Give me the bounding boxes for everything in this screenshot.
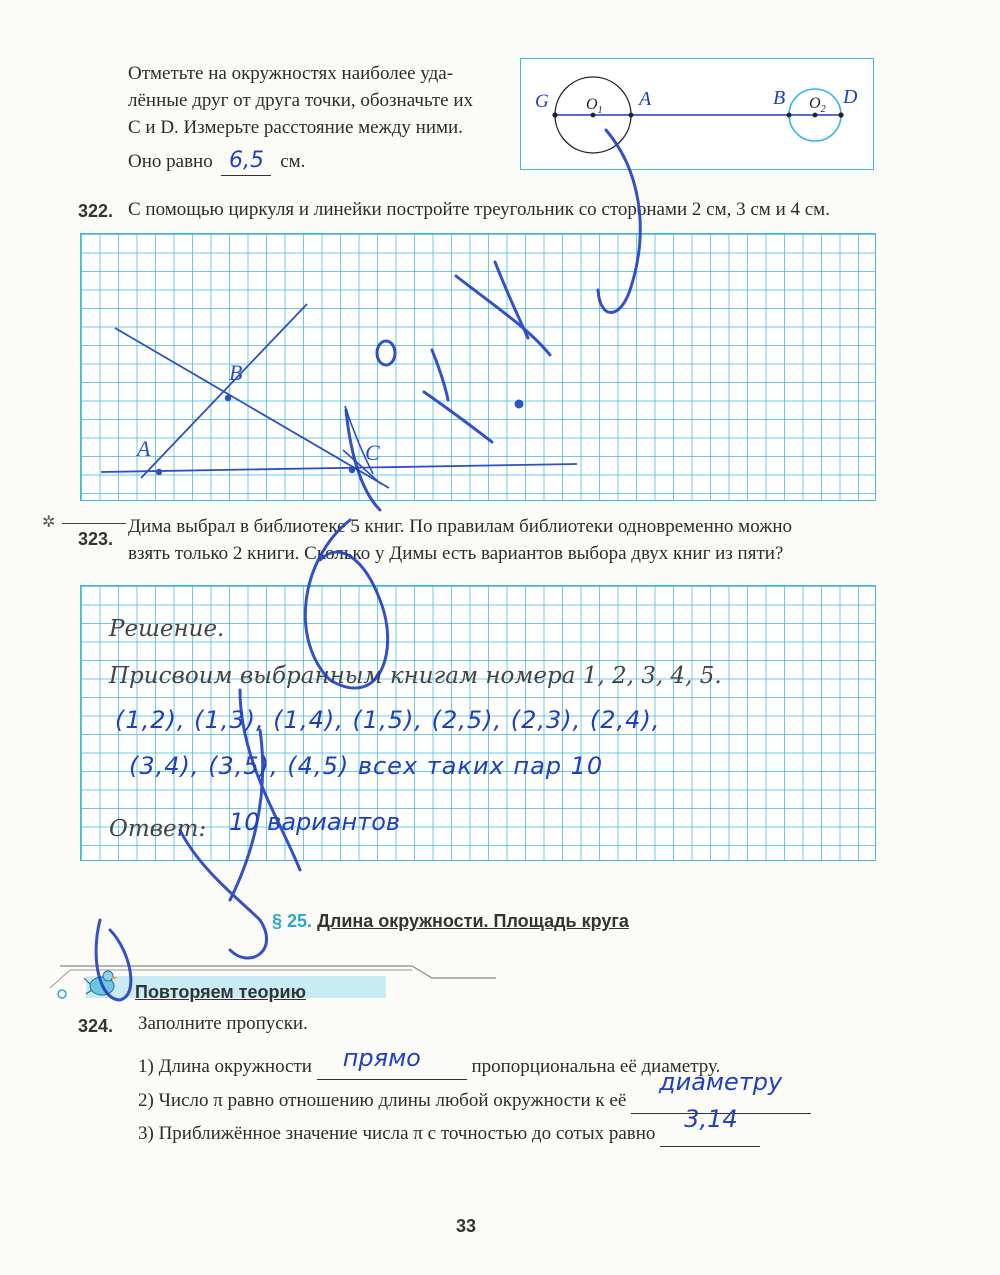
pairs-line1: (1,2), (1,3), (1,4), (1,5), (2,5), (2,3), (2,4), [115,706,661,734]
point-d [838,112,843,117]
grid-323[interactable] [80,585,876,861]
label-vertex-b: B [229,360,243,385]
item2-answer: диаметру [659,1068,783,1096]
item1-blank[interactable] [317,1044,467,1080]
task-324-intro: Заполните пропуски. [138,1013,308,1034]
task-323-text [128,513,888,567]
top-task-line2: лённые друг от друга точки, обозначьте их [128,90,474,111]
item3-before: 3) Приближённое значение числа π с точностью до сотых равно [138,1123,656,1144]
label-g: G [535,91,549,112]
top-task-line1: Отметьте на окружностях наиболее уда- [128,63,454,84]
task-324-item3 [138,1105,760,1147]
point-a [629,113,634,118]
label-vertex-a: A [137,436,151,461]
line-bc [115,328,389,488]
item3-blank[interactable] [660,1105,760,1147]
theory-heading: Повторяем теорию [135,982,306,1002]
top-task-answer-row [128,147,500,176]
point-g [552,112,557,117]
answer-value: 6,5 [228,148,264,173]
solution-line: Присвоим выбранным книгам номера 1, 2, 3, 4, 5. [109,663,722,689]
bird-mascot-icon [84,966,120,1000]
star-icon: ✲ [42,512,56,531]
answer-prefix: Оно равно [128,151,213,172]
answer-value-323: 10 вариантов [229,808,401,836]
vertex-a [156,469,162,475]
task-323-number: 323. [78,529,114,549]
label-a: A [639,88,652,110]
item3-answer: 3,14 [684,1105,738,1133]
task-323-line1: Дима выбрал в библиотеке 5 книг. По правилам библиотеки одновременно можно [128,516,793,537]
label-o2: $O_2$ [809,95,826,115]
task-324-number: 324. [78,1016,114,1036]
vertex-c [349,467,355,473]
item1-answer: прямо [342,1044,421,1072]
task-324-item1 [138,1044,721,1080]
item2-before: 2) Число π равно отношению длины любой окружности к её [138,1090,627,1111]
point-b [787,113,792,118]
solution-label: Решение. [109,616,225,642]
answer-label: Ответ: [109,816,207,842]
section-title: Длина окружности. Площадь круга [317,911,629,931]
item1-before: 1) Длина окружности [138,1056,312,1077]
top-task-line3: C и D. Измерьте расстояние между ними. [128,117,463,138]
section-number: § 25. [272,911,313,931]
task-323-line2: взять только 2 книги. Сколько у Димы есть вариантов выбора двух книг из пяти? [128,543,784,564]
answer-unit: см. [280,151,306,172]
section-heading [272,911,629,932]
answer-blank[interactable] [221,147,271,176]
circles-diagram [521,59,873,169]
triangle-construction [81,234,875,500]
label-b: B [773,87,786,109]
grid-322[interactable] [80,233,876,501]
point-o1 [591,113,596,118]
label-d: D [843,86,858,108]
label-o1: $O_1$ [586,96,603,116]
point-o2 [813,113,818,118]
item1-after: пропорциональна её диаметру. [471,1056,721,1077]
top-task-text [128,60,500,176]
task-322-number: 322. [78,201,114,221]
circles-diagram-frame [520,58,874,170]
base-line [101,464,577,472]
vertex-b [225,395,231,401]
label-vertex-c: C [365,440,380,465]
pairs-line2: (3,4), (3,5), (4,5) всех таких пар 10 [129,752,604,780]
page-number: 33 [455,1216,477,1236]
task-322-text: С помощью циркуля и линейки постройте треугольник со сторонами 2 см, 3 см и 4 см. [128,199,830,220]
star-divider [62,523,126,524]
